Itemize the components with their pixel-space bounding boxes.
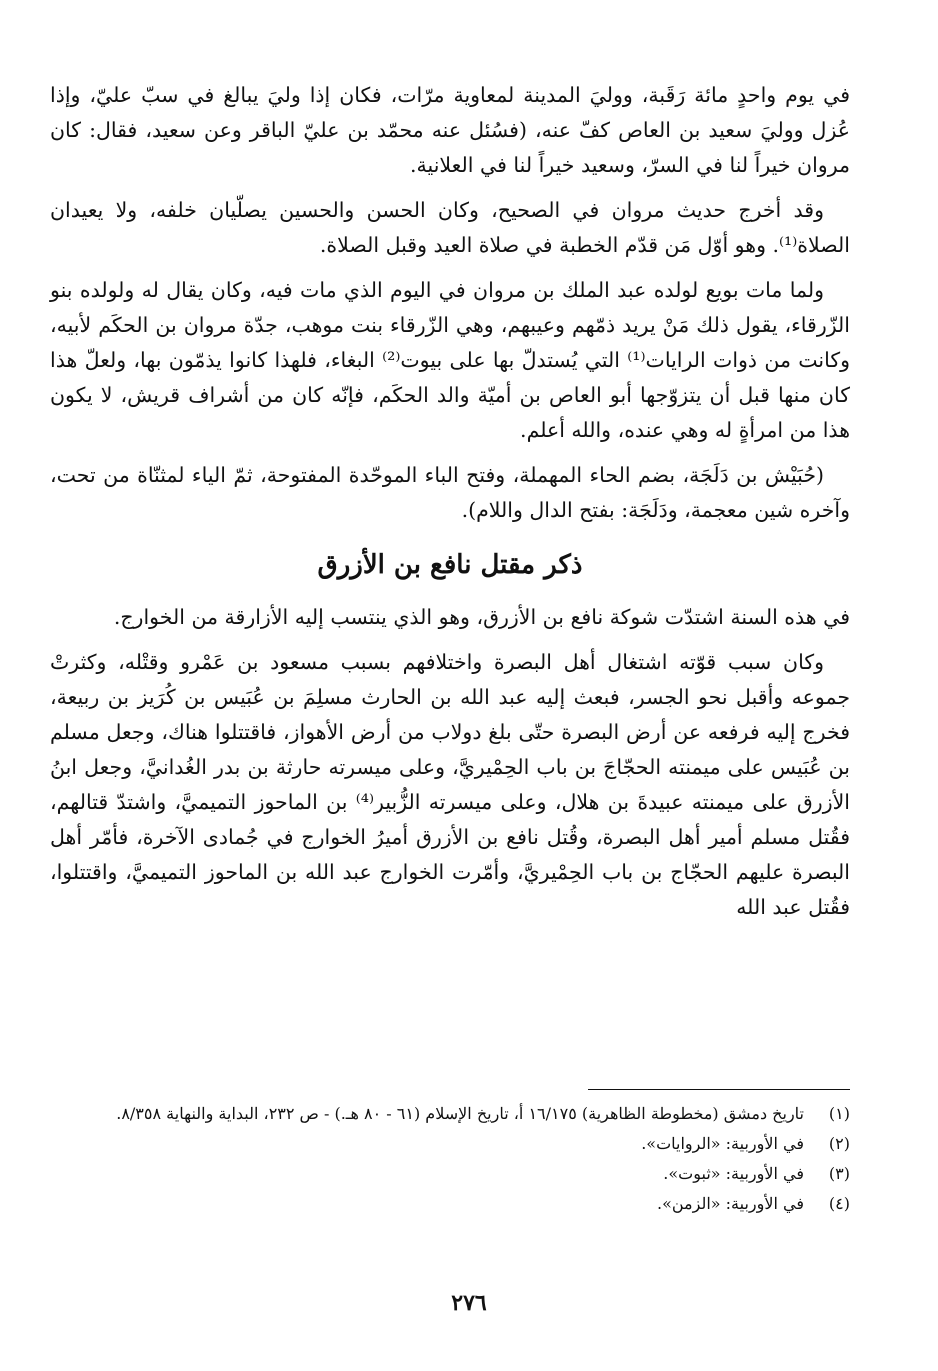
section-title: ذكر مقتل نافع بن الأزرق bbox=[317, 550, 583, 580]
footnotes bbox=[50, 1101, 850, 1221]
paragraph-1: في يوم واحدٍ مائة رَقَبة، ووليَ المدينة لمعاوية مرّات، فكان إذا وليَ يبالغ في سبّ عليّ، وإذا عُزل ووليَ سعيد بن العاص كفّ عنه، (فسُئل عنه محمّد بن عليّ الباقر وعن سعيد، فقال: كان مروان خيراً لنا في السرّ، وسعيد خيراً لنا في العلانية. bbox=[50, 83, 850, 177]
footnote-number: (١) bbox=[828, 1104, 850, 1123]
footnote-divider bbox=[588, 1089, 850, 1090]
footnote-2 bbox=[50, 1131, 850, 1157]
footnote-3 bbox=[50, 1161, 850, 1187]
main-text bbox=[50, 78, 850, 935]
footnote-text: في الأوربية: «الزمن». bbox=[657, 1194, 804, 1213]
page-number: ٢٧٦ bbox=[451, 1290, 487, 1316]
paragraph-2: وقد أخرج حديث مروان في الصحيح، وكان الحسن والحسين يصلّيان خلفه، ولا يعيدان الصلاة⁽¹⁾. وهو أوّل مَن قدّم الخطبة في صلاة العيد وقبل الصلاة. bbox=[50, 198, 850, 257]
footnote-1 bbox=[50, 1101, 850, 1127]
paragraph-3: ولما مات بويع لولده عبد الملك بن مروان في اليوم الذي مات فيه، وكان يقال له ولولده بنو الزّرقاء، يقول ذلك مَنْ يريد ذمّهم وعيبهم، وهي الزّرقاء بنت موهب، جدّة مروان بن الحكَم لأبيه، وكانت من ذوات الرايات⁽¹⁾ التي يُستدلّ بها على بيوت⁽²⁾ البغاء، فلهذا كانوا يذمّون بها، ولعلّ هذا كان منها قبل أن يتزوّجها أبو العاص بن أميّة والد الحكَم، فإنّه كان من أشراف قريش، لا يكون هذا من امرأةٍ له وهي عنده، والله أعلم. bbox=[50, 278, 850, 442]
footnote-text: تاريخ دمشق (مخطوطة الظاهرية) ١٦/١٧٥ أ، تاريخ الإسلام (٦١ - ٨٠ هـ.) - ص ٢٣٢، البداية والنهاية ٨/٣٥٨. bbox=[116, 1104, 804, 1123]
footnote-4 bbox=[50, 1191, 850, 1217]
footnote-number: (٣) bbox=[828, 1164, 850, 1183]
footnote-number: (٢) bbox=[828, 1134, 850, 1153]
footnote-number: (٤) bbox=[828, 1194, 850, 1213]
footnote-text: في الأوربية: «ثبوت». bbox=[663, 1164, 804, 1183]
paragraph-4: (حُبَيْش بن دَلَجَة، بضم الحاء المهملة، وفتح الباء الموحّدة المفتوحة، ثمّ الياء لمثنّاة من تحت، وآخره شين معجمة، ودَلَجَة: بفتح الدال واللام). bbox=[50, 463, 850, 522]
paragraph-6: وكان سبب قوّته اشتغال أهل البصرة واختلافهم بسبب مسعود بن عَمْرو وقتْله، وكثرتْ جموعه وأقبل نحو الجسر، فبعث إليه عبد الله بن الحارث مسلِمَ بن عُبَيس بن كُرَيز بن ربيعة، فخرج إليه فرفعه عن أرض البصرة حتّى بلغ دولاب من أرض الأهواز، فاقتتلوا هناك، وجعل مسلم بن عُبَيس على ميمنته الحجّاجَ بن باب الحِمْيريَّ، وعلى ميسرته حارثة بن بدر الغُدانيَّ، وجعل ابنُ الأزرق على ميمنته عبيدةَ بن هلال، وعلى ميسرته الزُّبير⁽⁴⁾ بن الماحوز التميميَّ، واشتدّ قتالهم، فقُتل مسلم أمير أهل البصرة، وقُتل نافع بن الأزرق أميرُ الخوارج في جُمادى الآخرة، فأمّر أهل البصرة عليهم الحجّاج بن باب الحِمْيريَّ، وأمّرت الخوارج عبد الله بن الماحوز التميميَّ، واقتتلوا، فقُتل عبد الله bbox=[50, 650, 850, 919]
paragraph-5: في هذه السنة اشتدّت شوكة نافع بن الأزرق، وهو الذي ينتسب إليه الأزارقة من الخوارج. bbox=[113, 605, 850, 629]
footnote-text: في الأوربية: «الروايات». bbox=[641, 1134, 804, 1153]
